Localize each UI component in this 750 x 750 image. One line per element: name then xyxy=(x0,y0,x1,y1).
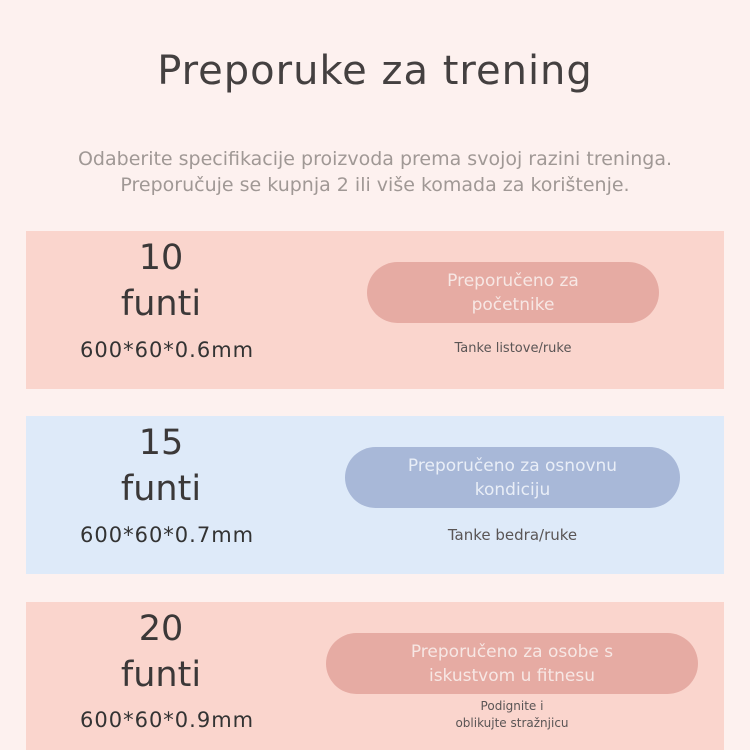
target-line: Tanke bedra/ruke xyxy=(447,526,578,544)
badge-line: kondiciju xyxy=(474,479,551,500)
weight-label xyxy=(76,420,246,512)
subtitle-line: Odaberite specifikacije proizvoda prema svojoj razini treninga. xyxy=(77,148,673,170)
target-area-text xyxy=(345,526,680,544)
spec-card-15-lb xyxy=(26,416,724,574)
target-line: Tanke listove/ruke xyxy=(454,341,572,356)
spec-card-20-lb xyxy=(26,602,724,750)
spec-card-10-lb xyxy=(26,231,724,389)
target-line: oblikujte stražnjicu xyxy=(455,716,569,730)
recommendation-badge xyxy=(326,633,698,694)
page-subtitle xyxy=(0,146,750,198)
weight-number: 15 xyxy=(138,423,184,463)
weight-label xyxy=(76,235,246,327)
badge-line: Preporučeno za osnovnu xyxy=(407,455,618,476)
badge-line: Preporučeno za xyxy=(447,270,579,291)
dimensions-text: 600*60*0.7mm xyxy=(80,523,255,547)
target-area-text xyxy=(326,698,698,732)
badge-line: Preporučeno za osobe s xyxy=(410,641,614,662)
weight-unit: funti xyxy=(120,655,202,695)
weight-number: 10 xyxy=(138,238,184,278)
badge-line: početnike xyxy=(471,294,555,315)
weight-number: 20 xyxy=(138,609,184,649)
recommendation-badge xyxy=(367,262,659,323)
target-area-text xyxy=(367,341,659,356)
weight-unit: funti xyxy=(120,469,202,509)
badge-line: iskustvom u fitnesu xyxy=(428,665,596,686)
subtitle-line: Preporučuje se kupnja 2 ili više komada za korištenje. xyxy=(120,174,630,196)
page-title: Preporuke za trening xyxy=(157,48,593,94)
weight-unit: funti xyxy=(120,284,202,324)
dimensions-text: 600*60*0.6mm xyxy=(80,338,255,362)
weight-label xyxy=(76,606,246,698)
dimensions-text: 600*60*0.9mm xyxy=(80,708,255,732)
recommendation-badge xyxy=(345,447,680,508)
target-line: Podignite i xyxy=(480,699,544,713)
